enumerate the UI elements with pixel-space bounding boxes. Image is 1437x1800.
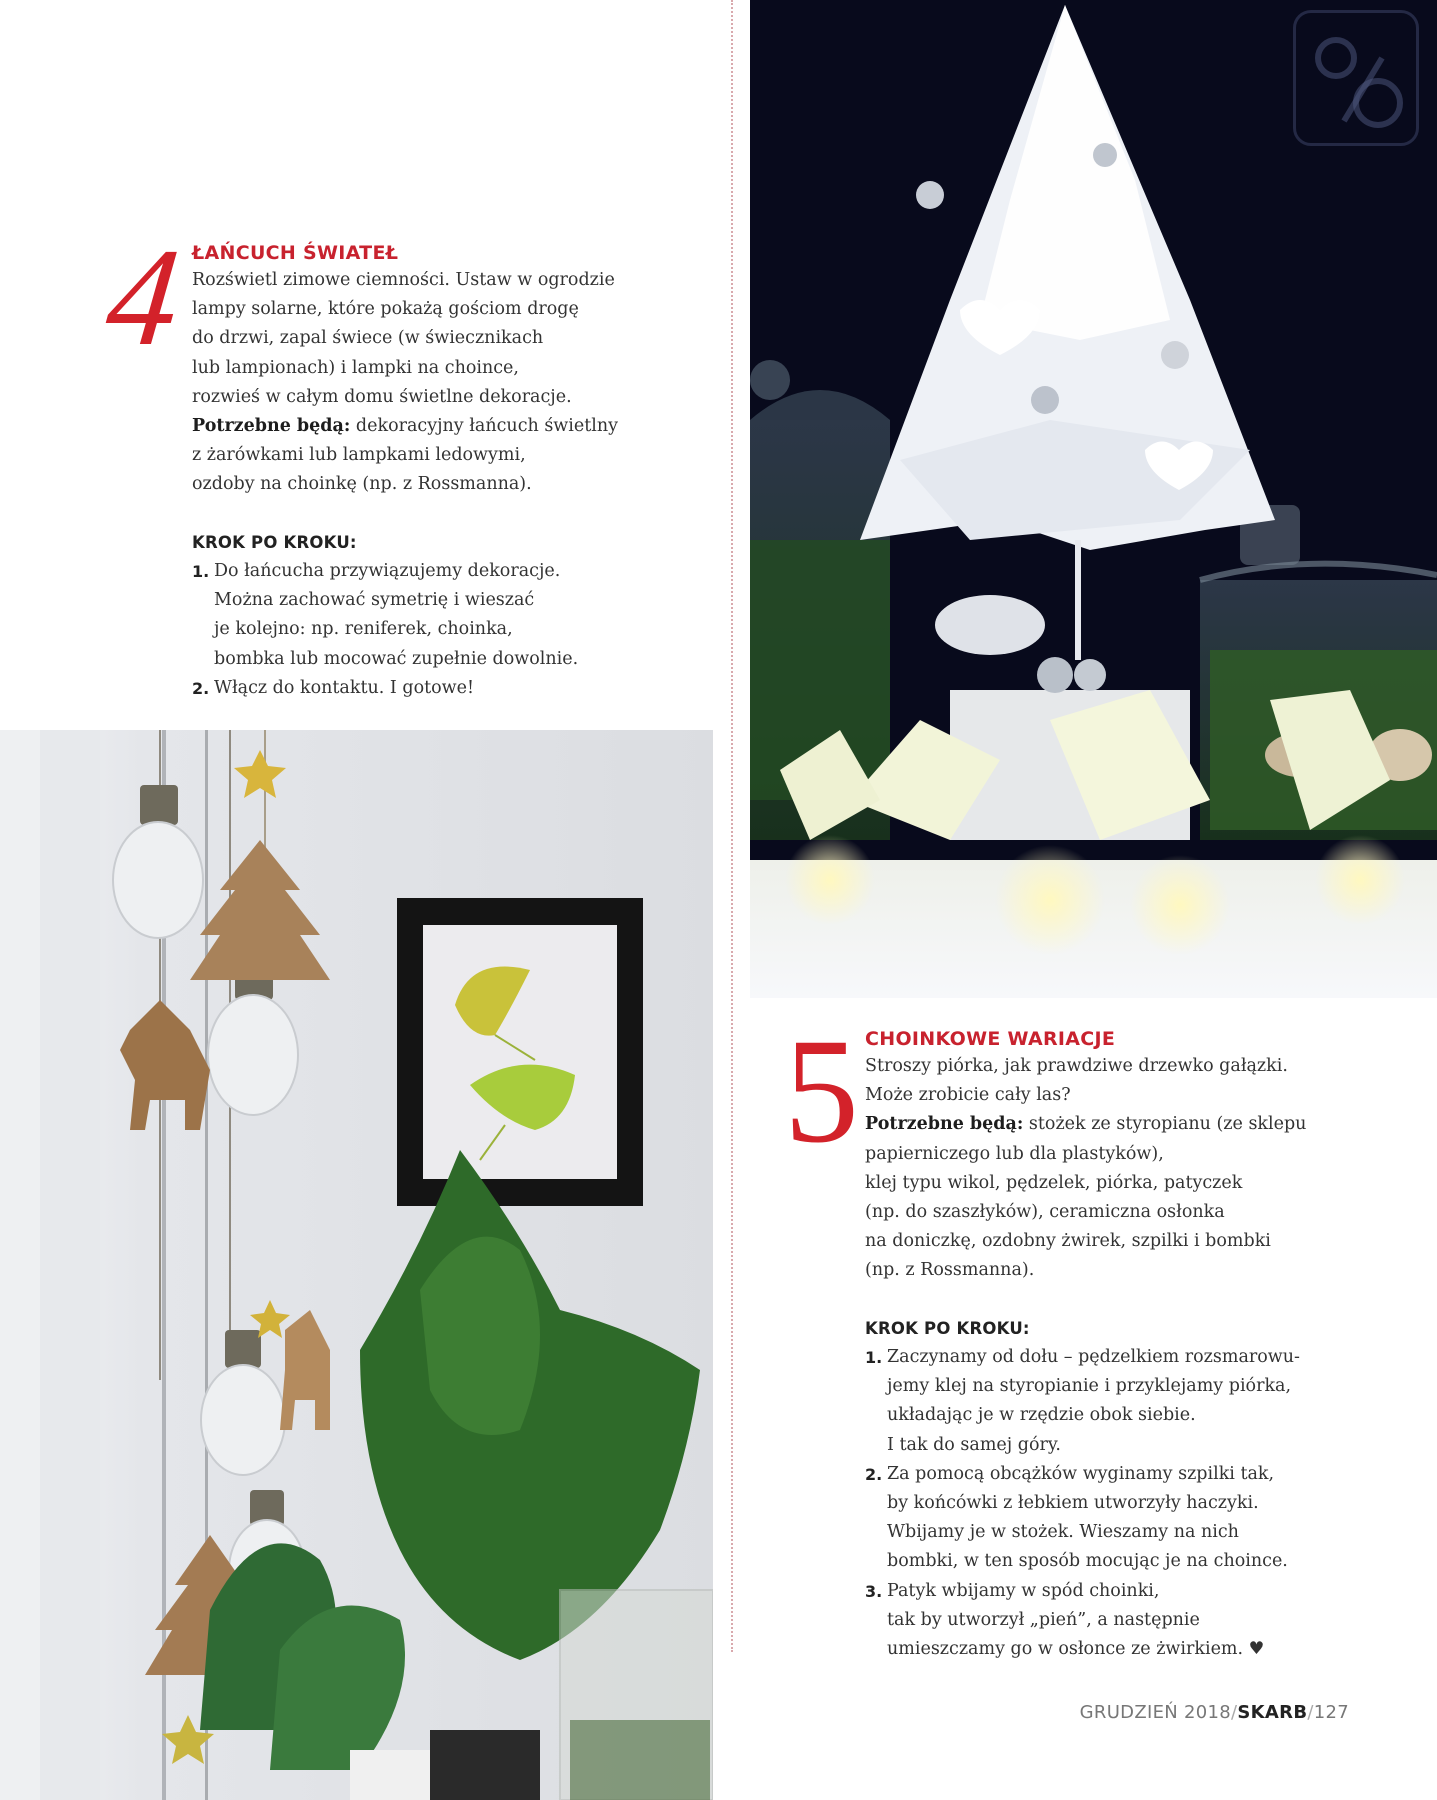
step-line: układając je w rzędzie obok siebie. bbox=[887, 1405, 1196, 1426]
section-4-heading: ŁAŃCUCH ŚWIATEŁ bbox=[192, 242, 399, 264]
text-line: stożek ze styropianu (ze sklepu bbox=[1023, 1114, 1307, 1135]
text-line: na doniczkę, ozdobny żwirek, szpilki i bombki bbox=[865, 1231, 1271, 1252]
step-line: Można zachować symetrię i wieszać bbox=[214, 590, 535, 611]
step-line: bombki, w ten sposób mocując je na choince. bbox=[887, 1551, 1288, 1572]
footer-separator: / bbox=[1231, 1702, 1238, 1723]
step-line: umieszczamy go w osłonce ze żwirkiem. ♥ bbox=[887, 1639, 1265, 1660]
step-line: bombka lub mocować zupełnie dowolnie. bbox=[214, 648, 579, 669]
step-line: by końcówki z łebkiem utworzyły haczyki. bbox=[887, 1493, 1259, 1514]
footer-separator: / bbox=[1307, 1702, 1314, 1723]
photo-hanging-bulbs bbox=[0, 730, 713, 1800]
section-4-steps-heading: KROK PO KROKU: bbox=[192, 533, 357, 552]
text-line: papierniczego lub dla plastyków), bbox=[865, 1143, 1164, 1164]
step-line: jemy klej na styropianie i przyklejamy piórka, bbox=[887, 1376, 1292, 1397]
text-line: rozwieś w całym domu świetlne dekoracje. bbox=[192, 386, 572, 407]
section-5-intro bbox=[865, 1052, 1306, 1286]
section-4-steps bbox=[192, 557, 578, 703]
section-5-steps-heading: KROK PO KROKU: bbox=[865, 1319, 1030, 1338]
step-item bbox=[192, 557, 578, 674]
needed-label: Potrzebne będą: bbox=[865, 1114, 1024, 1135]
text-line: lampy solarne, które pokażą gościom drogę bbox=[192, 299, 579, 320]
step-number: 1. bbox=[192, 562, 210, 581]
step-line: Włącz do kontaktu. I gotowe! bbox=[214, 677, 475, 698]
footer-page-number: 127 bbox=[1313, 1702, 1349, 1723]
step-number: 1. bbox=[865, 1348, 883, 1367]
step-item bbox=[192, 674, 578, 703]
step-line: Patyk wbijamy w spód choinki, bbox=[887, 1580, 1160, 1601]
footer-brand: SKARB bbox=[1237, 1702, 1308, 1723]
text-line: do drzwi, zapal świece (w świecznikach bbox=[192, 328, 544, 349]
step-item bbox=[865, 1343, 1300, 1460]
text-line: klej typu wikol, pędzelek, piórka, patyczek bbox=[865, 1172, 1243, 1193]
text-line: (np. do szaszłyków), ceramiczna osłonka bbox=[865, 1202, 1225, 1223]
section-4-numeral: 4 bbox=[99, 220, 187, 375]
section-5-steps bbox=[865, 1343, 1300, 1664]
page-footer bbox=[1080, 1702, 1349, 1723]
step-number: 2. bbox=[865, 1464, 883, 1484]
feather-tree-illustration bbox=[750, 0, 1437, 998]
section-4-intro bbox=[192, 266, 618, 500]
text-line: dekoracyjny łańcuch świetlny bbox=[350, 416, 619, 437]
step-line: I tak do samej góry. bbox=[887, 1434, 1061, 1455]
needed-line bbox=[865, 1110, 1306, 1139]
section-5-heading: CHOINKOWE WARIACJE bbox=[865, 1028, 1116, 1050]
hanging-bulbs-illustration bbox=[0, 730, 713, 1800]
step-item bbox=[865, 1577, 1300, 1665]
step-number: 3. bbox=[865, 1581, 883, 1601]
text-line: Stroszy piórka, jak prawdziwe drzewko gałązki. bbox=[865, 1056, 1288, 1076]
needed-label: Potrzebne będą: bbox=[192, 416, 351, 437]
text-line: lub lampionach) i lampki na choince, bbox=[192, 357, 519, 378]
step-line: Do łańcucha przywiązujemy dekoracje. bbox=[214, 561, 561, 581]
step-line: tak by utworzył „pień”, a następnie bbox=[887, 1609, 1200, 1630]
step-line: Zaczynamy od dołu – pędzelkiem rozsmarowu- bbox=[887, 1347, 1300, 1367]
percent-badge-icon bbox=[1293, 10, 1419, 146]
text-line: Może zrobicie cały las? bbox=[865, 1085, 1071, 1106]
footer-issue-date: GRUDZIEŃ 2018 bbox=[1079, 1702, 1232, 1723]
text-line: Rozświetl zimowe ciemności. Ustaw w ogrodzie bbox=[192, 270, 615, 290]
needed-line bbox=[192, 412, 618, 441]
text-line: z żarówkami lub lampkami ledowymi, bbox=[192, 445, 526, 466]
step-number: 2. bbox=[192, 678, 210, 698]
section-5-numeral: 5 bbox=[784, 1008, 859, 1174]
photo-feather-tree bbox=[750, 0, 1437, 998]
step-line: Za pomocą obcążków wyginamy szpilki tak, bbox=[887, 1463, 1275, 1484]
text-line: (np. z Rossmanna). bbox=[865, 1260, 1035, 1281]
step-item bbox=[865, 1460, 1300, 1577]
column-divider bbox=[731, 0, 733, 1652]
step-line: Wbijamy je w stożek. Wieszamy na nich bbox=[887, 1522, 1239, 1543]
text-line: ozdoby na choinkę (np. z Rossmanna). bbox=[192, 474, 532, 495]
step-line: je kolejno: np. reniferek, choinka, bbox=[214, 619, 513, 640]
